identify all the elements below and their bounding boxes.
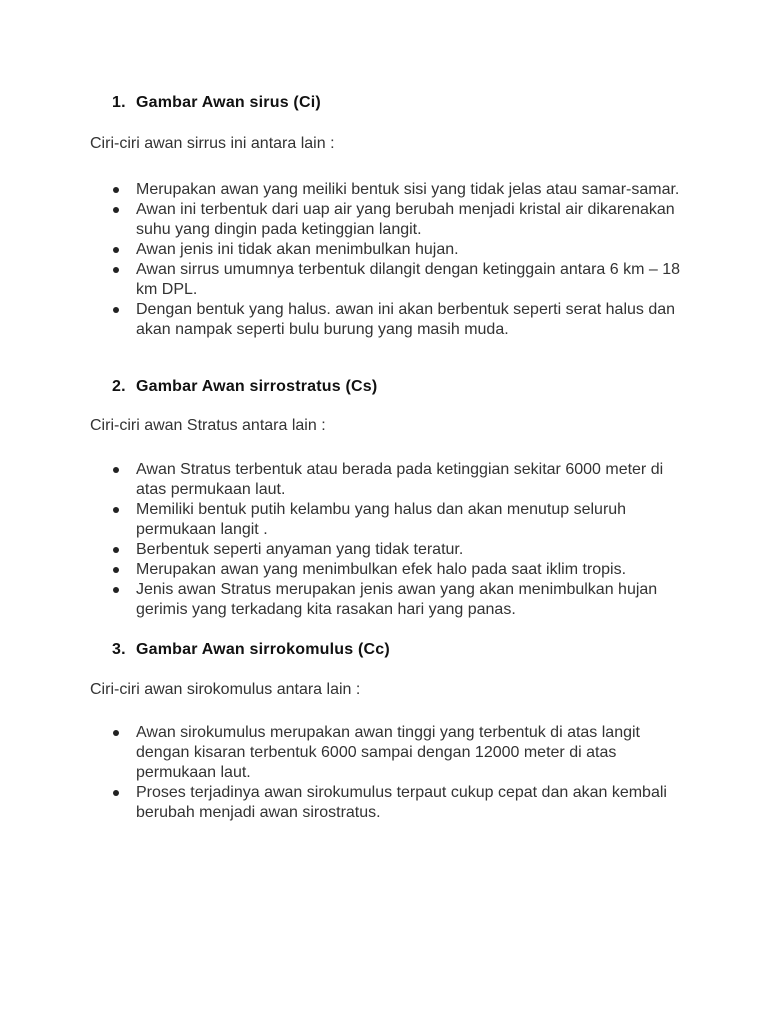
bullet-dot-icon: [113, 307, 119, 313]
section-intro: Ciri-ciri awan Stratus antara lain :: [90, 417, 326, 434]
bullet-list: [0, 180, 768, 340]
list-item: [0, 540, 681, 560]
list-item: [0, 460, 681, 500]
section-heading: [112, 377, 377, 397]
list-item: [0, 180, 681, 200]
list-item-text: Awan jenis ini tidak akan menimbulkan hujan.: [136, 241, 459, 258]
bullet-dot-icon: [113, 267, 119, 273]
bullet-dot-icon: [113, 467, 119, 473]
list-item: [0, 560, 681, 580]
list-item: [0, 723, 681, 783]
section-title: Gambar Awan sirrokomulus (Cc): [136, 641, 390, 658]
list-item-text: Memiliki bentuk putih kelambu yang halus dan akan menutup seluruh permukaan langit .: [136, 501, 627, 538]
bullet-dot-icon: [113, 247, 119, 253]
list-item-text: Awan sirrus umumnya terbentuk dilangit dengan ketinggain antara 6 km – 18 km DPL.: [136, 261, 681, 298]
bullet-dot-icon: [113, 587, 119, 593]
list-item-text: Merupakan awan yang menimbulkan efek halo pada saat iklim tropis.: [136, 561, 627, 578]
section-intro: Ciri-ciri awan sirrus ini antara lain :: [90, 135, 335, 152]
section-title: Gambar Awan sirus (Ci): [136, 94, 321, 111]
list-item: [0, 200, 681, 240]
list-item: [0, 300, 681, 340]
bullet-dot-icon: [113, 547, 119, 553]
section-title: Gambar Awan sirrostratus (Cs): [136, 378, 378, 395]
list-item-text: Berbentuk seperti anyaman yang tidak teratur.: [136, 541, 464, 558]
list-item-text: Dengan bentuk yang halus. awan ini akan berbentuk seperti serat halus dan akan nampak seperti bulu burung yang masih muda.: [136, 301, 676, 338]
list-item-text: Awan sirokumulus merupakan awan tinggi yang terbentuk di atas langit dengan kisaran terbentuk 6000 sampai dengan 12000 meter di atas permukaan laut.: [136, 724, 640, 781]
bullet-dot-icon: [113, 730, 119, 736]
bullet-dot-icon: [113, 790, 119, 796]
list-item: [0, 500, 681, 540]
section-heading: [112, 640, 390, 660]
list-item: [0, 240, 681, 260]
list-item: [0, 580, 681, 620]
bullet-dot-icon: [113, 187, 119, 193]
section-number: 1.: [112, 94, 126, 111]
list-item: [0, 783, 681, 823]
list-item-text: Awan Stratus terbentuk atau berada pada ketinggian sekitar 6000 meter di atas permukaan laut.: [136, 461, 664, 498]
bullet-dot-icon: [113, 567, 119, 573]
section-intro: Ciri-ciri awan sirokomulus antara lain :: [90, 681, 361, 698]
section-number: 3.: [112, 641, 126, 658]
list-item-text: Jenis awan Stratus merupakan jenis awan yang akan menimbulkan hujan gerimis yang terkadang kita rasakan hari yang panas.: [136, 581, 658, 618]
bullet-dot-icon: [113, 507, 119, 513]
bullet-list: [0, 460, 768, 620]
list-item-text: Merupakan awan yang meiliki bentuk sisi yang tidak jelas atau samar-samar.: [136, 181, 680, 198]
section-heading: [112, 93, 321, 113]
section-number: 2.: [112, 378, 126, 395]
bullet-dot-icon: [113, 207, 119, 213]
list-item-text: Proses terjadinya awan sirokumulus terpaut cukup cepat dan akan kembali berubah menjadi awan sirostratus.: [136, 784, 667, 821]
bullet-list: [0, 723, 768, 823]
list-item: [0, 260, 681, 300]
list-item-text: Awan ini terbentuk dari uap air yang berubah menjadi kristal air dikarenakan suhu yang dingin pada ketinggian langit.: [136, 201, 675, 238]
